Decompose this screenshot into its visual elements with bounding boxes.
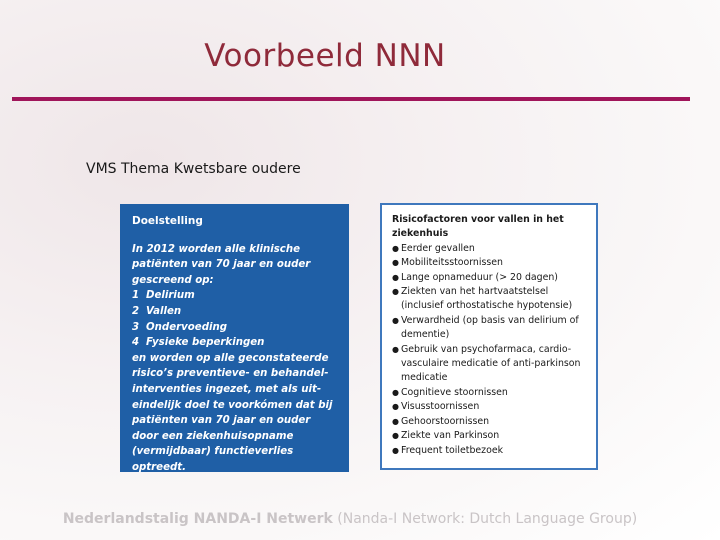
list-item — [392, 256, 590, 270]
goal-intro: In 2012 worden alle klinische patiënten van 70 jaar en ouder gescreend op: — [132, 243, 311, 286]
title-divider — [12, 97, 690, 101]
slide-footer — [0, 511, 700, 527]
risk-item: Frequent toiletbezoek — [401, 444, 504, 456]
goal-outro: en worden op alle geconstateerde risico’s preventieve- en behandel-interventies ingezet, met als uit-eindelijk doel te voorkómen dat bij patiënten van 70 jaar en ouder door een ziekenhuisopname (vermijdbaar) functieverlies optreedt. — [132, 352, 333, 473]
footer-network-detail: (Nanda-I Network: Dutch Language Group) — [332, 511, 638, 527]
goal-list — [132, 288, 339, 350]
slide-title: Voorbeeld NNN — [204, 38, 446, 74]
risk-factors-box — [380, 203, 598, 470]
bullet-icon: ● — [392, 416, 399, 426]
risk-item: Mobiliteitsstoornissen — [401, 257, 503, 269]
risk-item: Ziekte van Parkinson — [401, 430, 500, 442]
bullet-icon: ● — [392, 243, 399, 253]
goal-item-label: Vallen — [146, 305, 182, 317]
bullet-icon: ● — [392, 445, 399, 455]
risk-item: Cognitieve stoornissen — [401, 386, 508, 398]
risk-list — [392, 242, 590, 458]
list-item — [392, 271, 590, 285]
goal-item-label: Fysieke beperkingen — [146, 337, 265, 349]
list-item — [392, 400, 590, 414]
risk-item: Lange opnameduur (> 20 dagen) — [401, 271, 558, 283]
list-item — [392, 314, 590, 343]
goal-item-label: Delirium — [146, 290, 195, 302]
list-item — [132, 335, 339, 351]
risk-item: Ziekten van het hartvaatstelsel (inclusief orthostatische hypotensie) — [401, 286, 573, 312]
footer-network-name: Nederlandstalig NANDA-I Netwerk — [62, 511, 333, 527]
list-item — [392, 242, 590, 256]
list-item — [392, 386, 590, 400]
goal-item-label: Ondervoeding — [146, 321, 228, 333]
list-item — [392, 444, 590, 458]
goal-item-number: 1 — [132, 290, 140, 302]
goal-item-number: 3 — [132, 321, 140, 333]
risk-heading: Risicofactoren voor vallen in het ziekenhuis — [392, 214, 564, 240]
goal-box — [120, 204, 349, 472]
risk-item: Gehoorstoornissen — [401, 415, 490, 427]
slide-subtitle: VMS Thema Kwetsbare oudere — [86, 161, 301, 177]
bullet-icon: ● — [392, 387, 399, 397]
list-item — [392, 343, 590, 386]
bullet-icon: ● — [392, 258, 399, 268]
risk-item: Visusstoornissen — [401, 401, 480, 413]
bullet-icon: ● — [392, 344, 399, 354]
list-item — [132, 288, 339, 304]
bullet-icon: ● — [392, 272, 399, 282]
risk-item: Gebruik van psychofarmaca, cardio-vasculaire medicatie of anti-parkinson medicatie — [401, 343, 581, 384]
list-item — [392, 429, 590, 443]
list-item — [392, 285, 590, 314]
goal-heading: Doelstelling — [132, 215, 203, 227]
goal-item-number: 4 — [132, 337, 140, 349]
risk-item: Eerder gevallen — [401, 242, 475, 254]
list-item — [132, 320, 339, 336]
list-item — [392, 415, 590, 429]
list-item — [132, 304, 339, 320]
goal-item-number: 2 — [132, 305, 140, 317]
bullet-icon: ● — [392, 431, 399, 441]
bullet-icon: ● — [392, 315, 399, 325]
bullet-icon: ● — [392, 287, 399, 297]
bullet-icon: ● — [392, 402, 399, 412]
risk-item: Verwardheid (op basis van delirium of dementie) — [401, 314, 579, 341]
